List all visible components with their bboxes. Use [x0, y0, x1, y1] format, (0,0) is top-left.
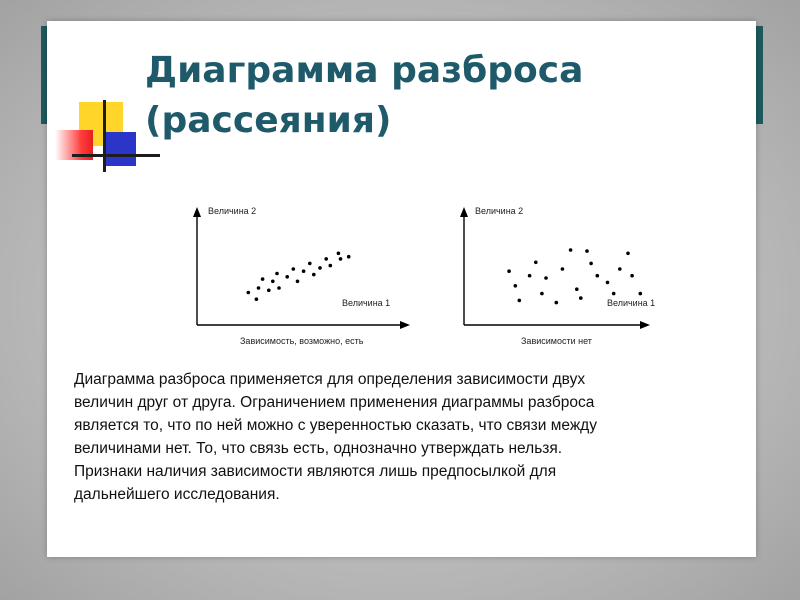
data-point	[596, 274, 600, 278]
chart-caption: Зависимости нет	[521, 336, 592, 346]
data-point	[347, 255, 351, 259]
data-point	[569, 248, 573, 252]
data-point	[329, 264, 333, 268]
data-point	[514, 284, 518, 288]
data-point	[528, 274, 532, 278]
data-point	[337, 252, 341, 256]
data-point	[275, 272, 279, 276]
data-point	[339, 257, 343, 261]
data-point	[626, 252, 630, 256]
points-layer	[507, 248, 642, 304]
data-point	[575, 287, 579, 291]
data-point	[277, 286, 281, 290]
body-line: величин друг от друга. Ограничением применения диаграммы разброса	[74, 394, 595, 411]
data-point	[518, 299, 522, 303]
data-point	[544, 276, 548, 280]
body-line: дальнейшего исследования.	[74, 486, 280, 503]
data-point	[261, 277, 265, 281]
chart-caption: Зависимость, возможно, есть	[240, 336, 364, 346]
points-layer	[247, 252, 351, 302]
body-line: Признаки наличия зависимости являются лишь предпосылкой для	[74, 463, 557, 480]
data-point	[555, 301, 559, 305]
data-point	[292, 267, 296, 271]
x-axis-label: Величина 1	[607, 298, 656, 308]
data-point	[606, 281, 610, 285]
data-point	[534, 261, 538, 265]
data-point	[302, 269, 306, 273]
y-axis-label: Величина 2	[208, 206, 257, 216]
body-line: является то, что по ней можно с уверенностью сказать, что связи между	[74, 417, 597, 434]
data-point	[540, 292, 544, 296]
decor-blue-square	[104, 132, 136, 166]
data-point	[312, 273, 316, 277]
scatter-plot-uncorrelated	[447, 195, 687, 355]
data-point	[639, 292, 643, 296]
data-point	[589, 262, 593, 266]
data-point	[308, 262, 312, 266]
data-point	[585, 249, 589, 253]
data-point	[579, 296, 583, 300]
title-line: Диаграмма разброса	[145, 50, 584, 91]
data-point	[247, 291, 251, 295]
y-axis-label: Величина 2	[475, 206, 524, 216]
data-point	[324, 257, 328, 261]
scatter-plot-correlated	[180, 195, 420, 355]
body-line: Диаграмма разброса применяется для определения зависимости двух	[74, 371, 586, 388]
data-point	[271, 280, 275, 284]
x-axis-arrow	[640, 321, 650, 329]
slide-title	[145, 46, 705, 146]
data-point	[507, 269, 511, 273]
title-line: (рассеяния)	[145, 100, 392, 141]
data-point	[612, 292, 616, 296]
decor-horizontal-line	[72, 154, 160, 157]
data-point	[618, 267, 622, 271]
data-point	[318, 266, 322, 270]
x-axis-label: Величина 1	[342, 298, 391, 308]
body-line: величинами нет. То, что связь есть, однозначно утверждать нельзя.	[74, 440, 563, 457]
data-point	[296, 280, 300, 284]
data-point	[630, 274, 634, 278]
data-point	[561, 267, 565, 271]
slide-edge-right	[756, 26, 763, 124]
data-point	[255, 297, 259, 301]
x-axis-arrow	[400, 321, 410, 329]
data-point	[257, 286, 261, 290]
data-point	[285, 275, 289, 279]
body-text	[74, 368, 714, 506]
data-point	[267, 289, 271, 293]
decor-vertical-line	[103, 100, 106, 172]
